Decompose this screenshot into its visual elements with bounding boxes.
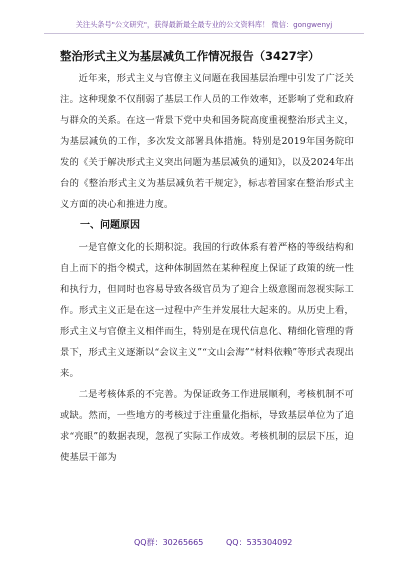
paragraph-intro: 近年来，形式主义与官僚主义问题在我国基层治理中引发了广泛关注。这种现象不仅削弱了基层工作人员的工作效率，还影响了党和政府与群众的关系。在这一背景下党中央和国务院高度重视整治形式主义，为基层减负的工作，多次发文部署具体措施。特别是2019年国务院印发的《关于解决形式主义突出问题为基层减负的通知》，以及2024年出台的《整治形式主义为基层减负若干规定》，标志着国家在整治形式主义方面的决心和推进力度。 (60, 73, 354, 210)
footer-qq-group: QQ群：30265665 (134, 538, 204, 547)
header-divider (44, 33, 364, 34)
paragraph-cause-1: 一是官僚文化的长期积淀。我国的行政体系有着严格的等级结构和自上而下的指令模式，这种体制固然在某种程度上保证了政策的统一性和执行力，但同时也容易导致各级官员为了迎合上级意图而忽视实际工作。形式主义正是在这一过程中产生并发展壮大起来的。从历史上看，形式主义与官僚主义相伴而生，特别是在现代信息化、精细化管理的背景下，形式主义逐渐以“会议主义”“文山会海”“材料依赖”等形式表现出来。 (60, 242, 354, 379)
footer-qq-contact: QQ：535304092 (226, 538, 293, 547)
document-title: 整治形式主义为基层减负工作情况报告（3427字） (60, 49, 320, 63)
document-body (60, 46, 354, 468)
section-heading-causes: 一、问题原因 (80, 220, 140, 231)
header-banner: 关注头条号"公文研究"，获得最新最全最专业的公文资料库！ 微信：gongwenyj (75, 20, 333, 29)
page-header (0, 0, 408, 38)
page-footer (0, 533, 408, 553)
paragraph-cause-2: 二是考核体系的不完善。为保证政务工作进展顺利，考核机制不可或缺。然而，一些地方的考核过于注重量化指标，导致基层单位为了追求“亮眼”的数据表现，忽视了实际工作成效。考核机制的层层下压，迫使基层干部为 (60, 389, 354, 463)
